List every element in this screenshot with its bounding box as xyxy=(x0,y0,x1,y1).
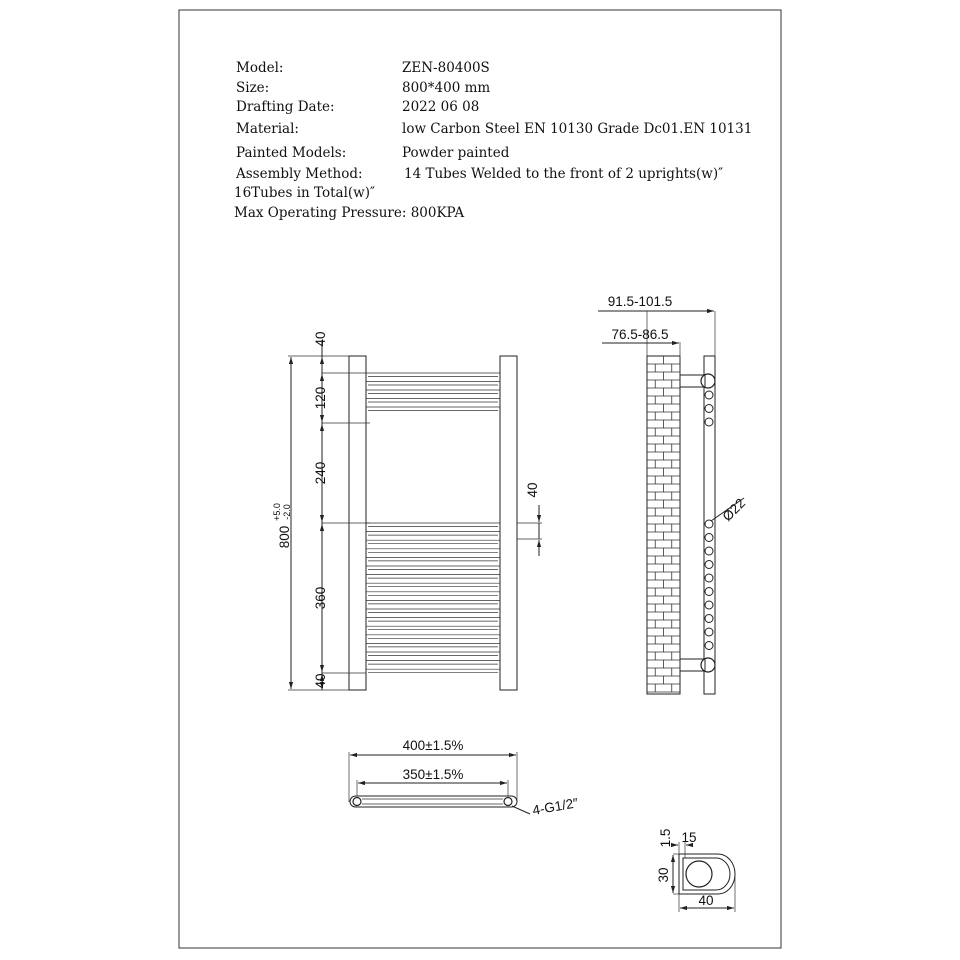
spec-block xyxy=(234,60,752,221)
front-tube xyxy=(366,635,500,639)
front-tube xyxy=(366,609,500,613)
front-tube xyxy=(366,549,500,553)
detail-dim-1-5: 1.5 xyxy=(658,828,673,848)
front-view xyxy=(272,331,542,690)
dim-120: 120 xyxy=(313,386,328,410)
dim-side-inner: 76.5-86.5 xyxy=(611,327,669,342)
right-upright xyxy=(500,356,517,690)
upright-section-detail xyxy=(656,829,735,912)
spec-tubes-total: 16Tubes in Total(w)″ xyxy=(234,185,376,201)
front-tube xyxy=(366,583,500,587)
front-tube xyxy=(366,540,500,544)
dim-top-width: 400±1.5% xyxy=(402,738,464,753)
front-tube xyxy=(366,661,500,665)
front-tube xyxy=(366,373,500,377)
spec-label-drafting-date: Drafting Date: xyxy=(236,99,335,115)
front-tube xyxy=(366,523,500,527)
dim-overall-tolerance-minus: -2.0 xyxy=(282,504,292,520)
detail-dim-15: 15 xyxy=(681,830,697,845)
dim-360: 360 xyxy=(313,586,328,610)
dim-side-outer: 91.5-101.5 xyxy=(607,294,673,309)
dim-connection: 4-G1/2″ xyxy=(531,795,580,818)
spec-value-painted-models: Powder painted xyxy=(402,145,510,161)
spec-label-assembly-method: Assembly Method: xyxy=(236,166,363,182)
spec-label-painted-models: Painted Models: xyxy=(236,145,347,161)
dim-top-40: 40 xyxy=(313,331,328,347)
spec-value-size: 800*400 mm xyxy=(402,80,491,96)
dim-tube-diameter: Ø22 xyxy=(719,495,749,525)
front-tube xyxy=(366,566,500,570)
front-tube xyxy=(366,618,500,622)
front-view-tubes xyxy=(366,373,500,673)
detail-dim-30: 30 xyxy=(656,867,671,883)
top-view-rail xyxy=(350,796,517,807)
dim-gap-40: 40 xyxy=(525,482,540,498)
spec-value-assembly-method: 14 Tubes Welded to the front of 2 uprights(w)″ xyxy=(404,166,724,182)
front-tube xyxy=(366,600,500,604)
front-tube xyxy=(366,382,500,386)
dim-bottom-40: 40 xyxy=(313,673,328,689)
front-tube xyxy=(366,557,500,561)
front-tube xyxy=(366,575,500,579)
front-tube xyxy=(366,652,500,656)
side-view xyxy=(598,294,748,694)
dim-overall-tolerance-plus: +5.0 xyxy=(272,503,282,521)
dim-240: 240 xyxy=(313,461,328,485)
detail-dim-40: 40 xyxy=(698,893,714,908)
spec-value-material: low Carbon Steel EN 10130 Grade Dc01.EN 10131 xyxy=(402,121,753,137)
dim-top-centres: 350±1.5% xyxy=(402,767,464,782)
front-tube xyxy=(366,669,500,673)
front-tube xyxy=(366,592,500,596)
upright-section-outline xyxy=(679,854,735,894)
front-tube xyxy=(366,390,500,394)
spec-label-model: Model: xyxy=(236,60,284,76)
dim-overall-800: 800 xyxy=(277,525,292,549)
front-tube xyxy=(366,407,500,411)
top-view xyxy=(349,738,579,818)
front-tube xyxy=(366,626,500,630)
front-tube xyxy=(366,399,500,403)
spec-max-pressure: Max Operating Pressure: 800KPA xyxy=(234,205,465,221)
spec-value-model: ZEN-80400S xyxy=(402,60,490,76)
front-tube xyxy=(366,532,500,536)
front-tube xyxy=(366,643,500,647)
spec-label-material: Material: xyxy=(236,121,299,137)
spec-label-size: Size: xyxy=(236,80,270,96)
spec-value-drafting-date: 2022 06 08 xyxy=(402,99,480,115)
